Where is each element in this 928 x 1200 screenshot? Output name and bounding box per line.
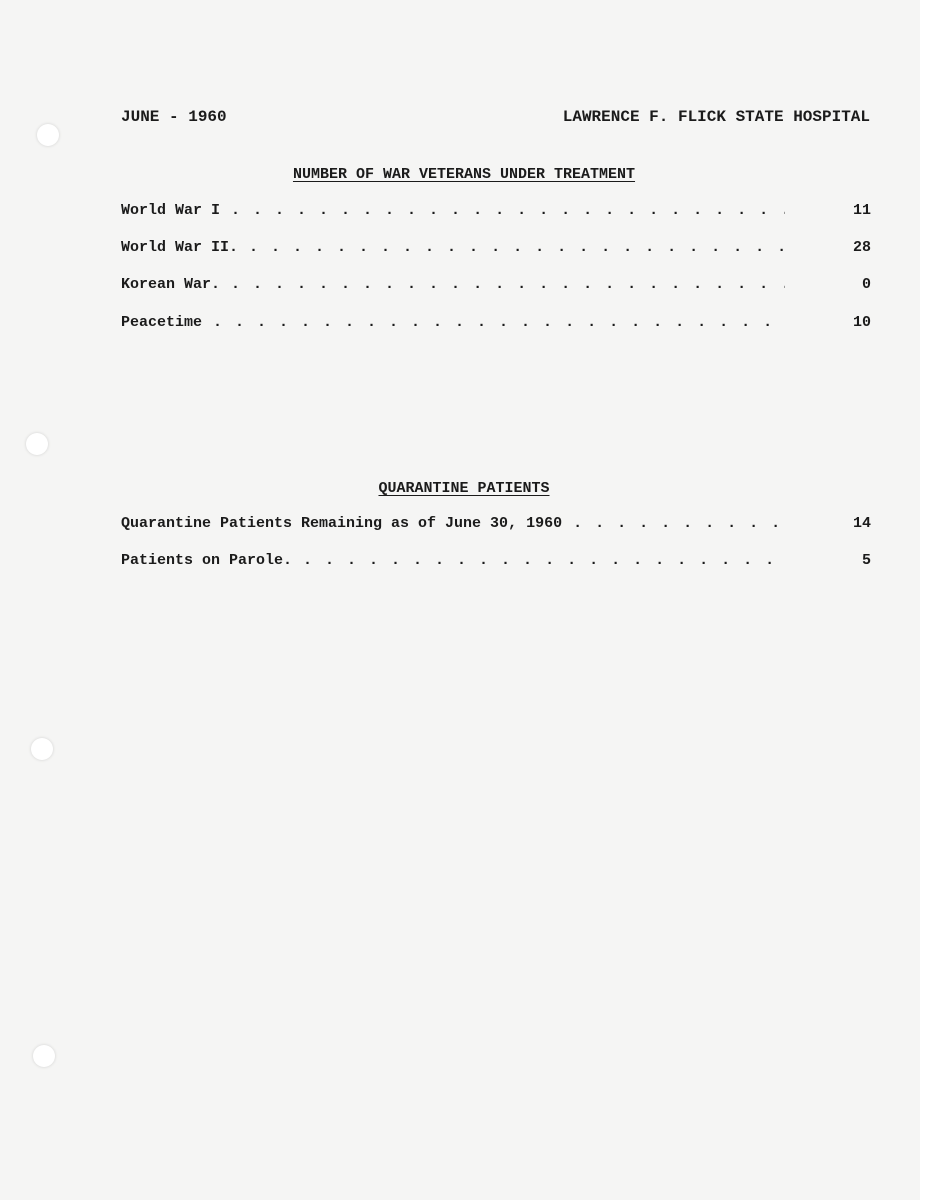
table-row	[121, 276, 871, 300]
table-row	[121, 515, 871, 539]
row-label: Quarantine Patients Remaining as of June 30, 1960 . . .	[121, 515, 785, 532]
table-row	[121, 239, 871, 263]
row-value: 11	[852, 202, 871, 219]
row-label: Patients on Parole. . . .	[121, 552, 785, 569]
page-header	[121, 108, 870, 132]
quarantine-section-title: QUARANTINE PATIENTS	[378, 480, 550, 497]
row-label: World War I . . .	[121, 202, 785, 219]
punch-hole	[31, 738, 53, 760]
row-value: 14	[852, 515, 871, 532]
row-label: Korean War. . . .	[121, 276, 785, 293]
punch-hole	[33, 1045, 55, 1067]
table-row	[121, 552, 871, 576]
veterans-section-title: NUMBER OF WAR VETERANS UNDER TREATMENT	[292, 166, 636, 183]
institution-name: LAWRENCE F. FLICK STATE HOSPITAL	[562, 108, 870, 126]
report-date: JUNE - 1960	[121, 108, 227, 126]
punch-hole	[37, 124, 59, 146]
row-value: 0	[861, 276, 871, 293]
row-value: 28	[852, 239, 871, 256]
row-value: 10	[852, 314, 871, 331]
row-label: Peacetime . . .	[121, 314, 785, 331]
row-label: World War II. . . .	[121, 239, 785, 256]
punch-hole	[26, 433, 48, 455]
table-row	[121, 202, 871, 226]
row-value: 5	[861, 552, 871, 569]
table-row	[121, 314, 871, 338]
